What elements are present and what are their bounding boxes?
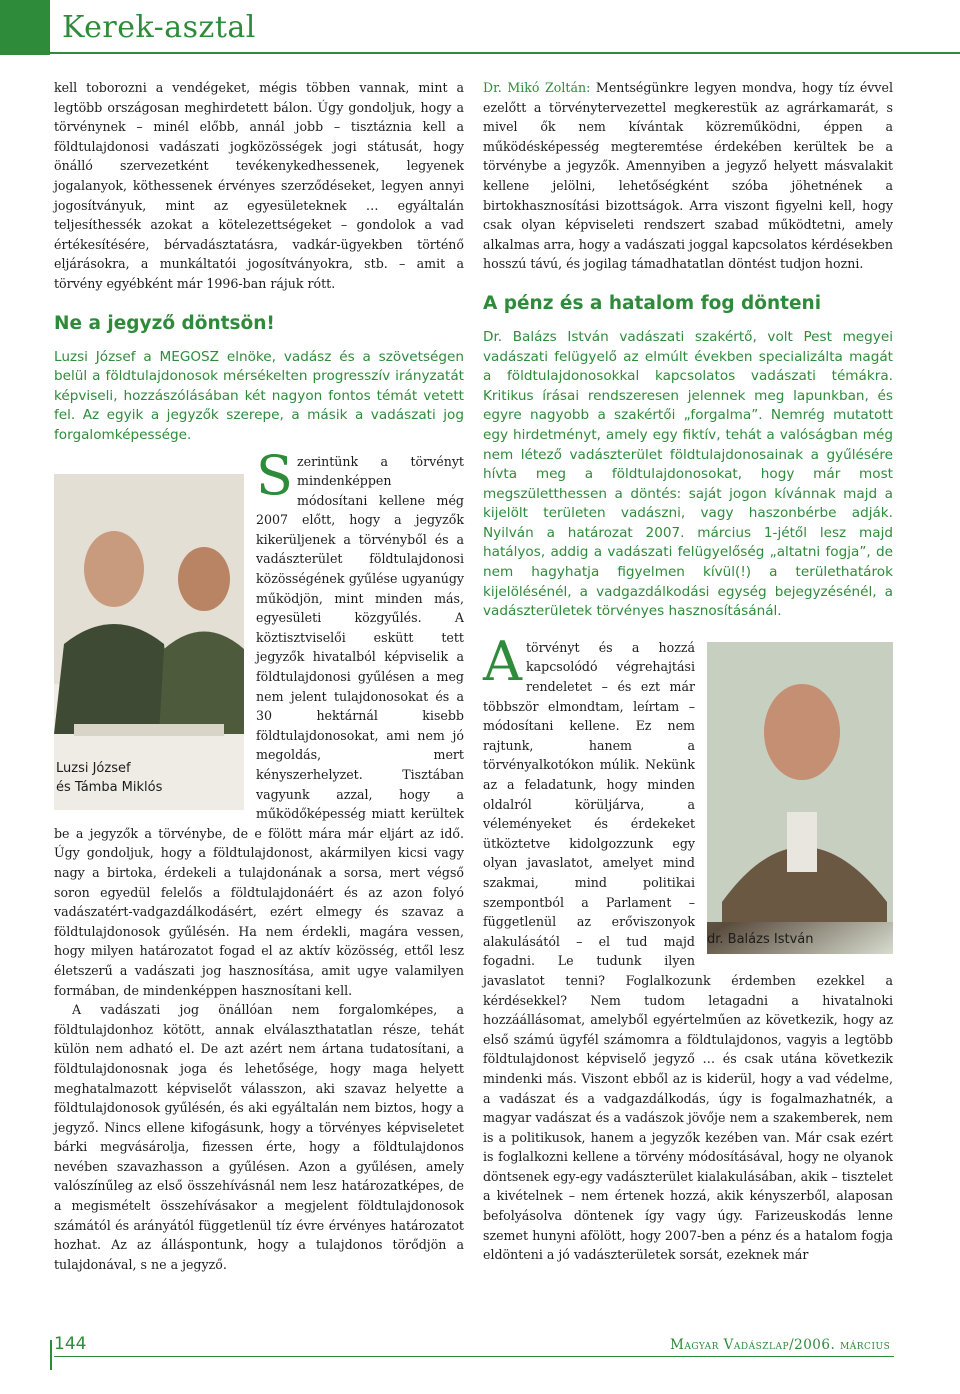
header-color-strip bbox=[0, 0, 50, 55]
photo-luzsi-tamba bbox=[54, 474, 244, 810]
photo-caption-right: dr. Balázs István bbox=[707, 931, 814, 947]
paragraph-right-text: törvényt és a hozzá kapcsolódó végrehajtási rendeletet – és ezt már többször elmondtam, leírtam – módosítani kellene. Ez nem rajtunk, hanem a törvényalkotókon múlik. Nekünk az a feladatunk, hogy minden oldalról körüljárva, a véleményeket és érdekeket ütköztetve kidolgozzunk egy olyan javaslatot, amelyet mind szakmai, mind politikai szempontból a Parlament – függetlenül az erőviszonyok alakulásától – el tud majd fogadni. Le tudunk ilyen javaslatot tenni? Foglalkozunk érdemben ezekkel a kérdésekkel? Nem tudom letagadni a hivatalnoki hozzáállásomat, amelyből egyértelműen az következik, hogy az első számú ügyfél számomra a földtulajdonos, vagyis a legtöbb földtulajdonost képviselő jegyző … és csak utána következik mindenki más. Viszont ebből az is kiderül, hogy a vad védelme, a vadászat és a vadgazdálkodás, úgy is fogalmazhatnék, a magyar vadászat és a vadászok jövője nem a szakemberek, nem is a politikusok, hanem a jegyzők kezében van. Már csak ezért is foglalkozni kellene a törvény módosításával, hogy ne olyanok döntsenek egy-egy vadászterület kialakulásában, akik – tisztelet a kivételnek – nem értenek hozzá, akik kényszerből, alaposan befolyásolva döntenek így vagy úgy. Farizeuskodás lenne szemet hunyni afölött, hogy 2007-ben a pénz és a hatalom fogja eldönteni a jó vadászterületek sorsát, ezeknek már bbox=[483, 639, 893, 1263]
section-title: Kerek-asztal bbox=[62, 10, 256, 45]
footer-rule bbox=[54, 1356, 894, 1357]
lead-left: Luzsi József a MEGOSZ elnöke, vadász és a szövetségen belül a földtulajdonosok mérsékelten progresszív irányzatát képviseli, hozzászólásában két nagyon fontos témát vetett fel. Az egyik a jegyzők szerepe, a másik a vadászati jog forgalomképessége. bbox=[54, 348, 464, 443]
dropcap-a: A bbox=[483, 629, 522, 693]
left-column bbox=[54, 78, 464, 1274]
caption-line-2: és Támba Miklós bbox=[56, 779, 163, 795]
subheading-right: A pénz és a hatalom fog dönteni bbox=[483, 292, 822, 314]
caption-line-1: Luzsi József bbox=[56, 760, 131, 776]
intro-paragraph: kell toborozni a vendégeket, mégis többen vannak, mint a legtöbb országosan meghirdetett bálon. Úgy gondoljuk, hogy a törvénynek – minél előbb, annál jobb – tisztáznia kell a földtulajdonosi vadászati jogközösségek jogi státusát, hogy önálló szervezetként tevékenykedhessenek, legyenek jogalanyok, köthessenek érvényes szerződéseket, legyen annyi jogosítványuk, mint az egyesületeknek … egyáltalán teljesíthessék azokat a kötelezettségeket – gondolok a vad értékesítésére, bérvadásztatásra, vadkár-ügyekben történő eljárásokra, a munkáltatói jogosítványokra, stb. – amit a törvény egyébként már 1996-ban rájuk rótt. bbox=[54, 80, 464, 291]
right-column bbox=[483, 78, 893, 1265]
magazine-name: Magyar Vadászlap/2006. március bbox=[670, 1337, 891, 1353]
speaker-text: Mentségünkre legyen mondva, hogy tíz évvel ezelőtt a törvénytervezettel megkerestük az agrárkamarát, s mivel ők nem kívántak közreműködni, éppen a működésképesség megteremtése érdekében kerültek be a törvénybe a jegyzők. Amennyiben a jegyző helyett másvalakit kellene jelölni, lehetőségként szóba jöhetnének a birtokhasznosítási bizottságok. Arra viszont figyelni kell, hogy csak olyan képviseleti rendszert szabad működtetni, amely alkalmas arra, hogy a vadászati joggal kapcsolatos kérdésekben hosszú távú, és jogilag támadhatatlan döntést tudjon hozni. bbox=[483, 80, 893, 272]
paragraph-right bbox=[483, 629, 893, 1265]
photo-balazs bbox=[707, 642, 893, 954]
subheading-left: Ne a jegyző döntsön! bbox=[54, 312, 275, 334]
speaker-name: Dr. Mikó Zoltán: bbox=[483, 80, 591, 95]
footer-rule-vertical bbox=[50, 1340, 52, 1370]
header-rule bbox=[50, 52, 960, 54]
speaker-paragraph bbox=[483, 78, 893, 274]
page-header bbox=[0, 0, 960, 55]
photo-illustration-balazs bbox=[707, 642, 893, 922]
lead-right: Dr. Balázs István vadászati szakértő, volt Pest megyei vadászati felügyelő az elmúlt években specializálta magát a földtulajdonosokkal kapcsolatos vadászati témákra. Kritikus írásai rendszeresen jelennek meg lapunkban, és egyre nagyobb a szakértői „forgalma”. Nemrég mutatott egy hirdetményt, amely egy fiktív, tehát a valóságban még nem létező vadászterület földtulajdonosainak a gyűlésére hívta meg a földtulajdonosokat, hogy már most megszületthessen a döntés: saját jogon kívánnak majd a kijelölt területen vadászni, vagy haszonbérbe adják. Nyilván a határozat 2007. március 1-jétől lesz majd hatályos, addig a vadászati felügyelőség „altatni fogja”, de nem hagyhatja figyelmen kívül(!) a területhatárok kijelölésénél, a vadgazdálkodási egység bejegyzésénél, a vadászterületek törvényes hasznosításánál. bbox=[483, 328, 893, 620]
photo-caption-left bbox=[56, 759, 162, 797]
paragraph-3: A vadászati jog önállóan nem forgalomképes, a földtulajdonhoz kötött, annak elválaszthatatlan része, tehát külön nem adható el. De azt azért nem ártana tudatosítani, a földtulajdonosnak joga és lehetősége, hogy maga helyett meghatalmazott képviselőt válasszon, aki szavaz helyette a földtulajdonosok gyűlésén, és aki egyáltalán nem biztos, hogy a jegyző. Nincs ellene kifogásunk, hogy a törvényes képviseletet bárki megvásárolja, fizessen érte, hogy a földtulajdonos nevében szavazhasson a gyűlésen. Azon a gyűlésen, amely valószínűleg az első összehívásnál nem lesz határozatképes, de a megismételt összehívásakor a megjelent földtulajdonosok számától és arányától függetlenül tíz évre érvényes határozatot hozhat. Az az álláspontunk, hogy a tulajdonos törődjön a tulajdonával, s ne a jegyző. bbox=[54, 1002, 464, 1272]
page-number: 144 bbox=[54, 1334, 87, 1354]
paragraph-2-text: zerintünk a törvényt mindenképpen módosítani kellene még 2007 előtt, hogy a jegyzők kikerüljenek a törvényből és a vadászterület földtulajdonosi közösségének gyűlése ugyanúgy működjön, mint minden más, egyesületi közgyűlés. A köztisztviselői eskütt tett jegyzők hivatalból képviselik a földtulajdonosi gyűlésen a meg nem jelent tulajdonosokat és a 30 hektárnál kisebb földtulajdonosokat, ami nem jó megoldás, mert kényszerhelyzet. Tisztában vagyunk azzal, hogy a működőképesség miatt kerültek be a jegyzők a törvénybe, de e fölött mára már eljárt az idő. Úgy gondoljuk, hogy a földtulajdonost, akármilyen kicsi vagy nagy a birtoka, érdekeli a tulajdonának a sorsa, mert végső soron egyedül felelős a földtulajdonáért és az azon folyó vadászatért-vadgazdálkodásért, ezért elmegy és szavaz a földtulajdonosok gyűlésén. Ha nem érdekli, magára vessen, hogy milyen határozatot fogad el az aktív közösség, ettől lesz életszerű a vadászati jog hasznosítása, amit ugye valamilyen formában, de mindenképpen hasznosítani kell. bbox=[54, 453, 464, 998]
dropcap-s: S bbox=[256, 443, 293, 507]
